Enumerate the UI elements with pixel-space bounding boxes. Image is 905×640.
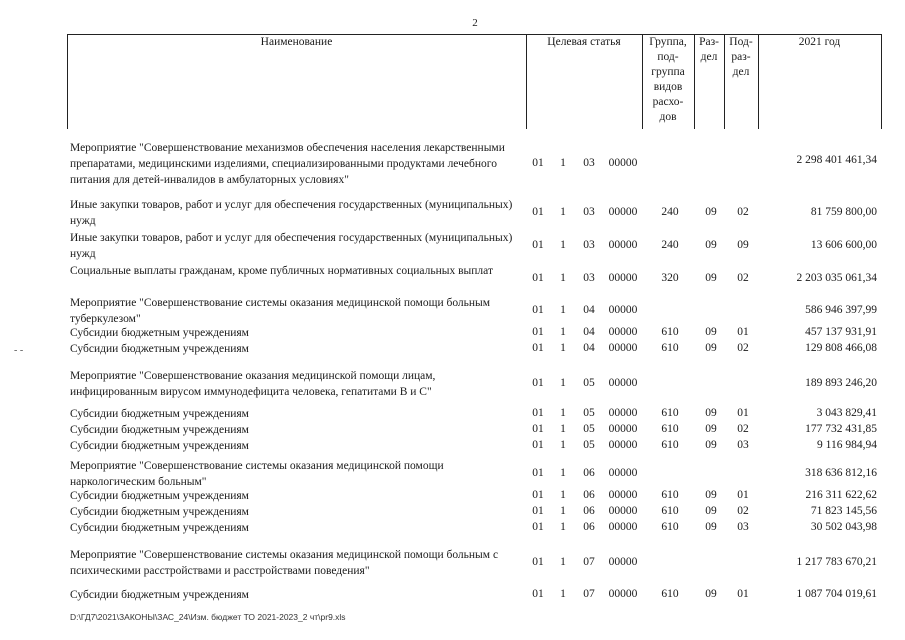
target-code-program: 01 bbox=[532, 588, 544, 600]
row-name: Субсидии бюджетным учреждениям bbox=[70, 522, 249, 534]
target-code-subprogram: 1 bbox=[560, 377, 566, 389]
section-code: 09 bbox=[705, 505, 717, 517]
section-code: 09 bbox=[705, 521, 717, 533]
target-code-subprogram: 1 bbox=[560, 467, 566, 479]
target-code-program: 01 bbox=[532, 239, 544, 251]
section-code: 09 bbox=[705, 423, 717, 435]
subsection-code: 03 bbox=[737, 521, 749, 533]
expense-group: 610 bbox=[661, 407, 679, 419]
target-code-subprogram: 1 bbox=[560, 505, 566, 517]
target-code-direction: 00000 bbox=[608, 239, 638, 251]
target-code-measure: 04 bbox=[583, 304, 595, 316]
target-code-measure: 07 bbox=[583, 556, 595, 568]
amount-2021: 189 893 246,20 bbox=[805, 377, 877, 389]
target-code-subprogram: 1 bbox=[560, 326, 566, 338]
target-code-direction: 00000 bbox=[608, 505, 638, 517]
target-code-program: 01 bbox=[532, 556, 544, 568]
row-name: Иные закупки товаров, работ и услуг для обеспечения государственных (муниципальных) нужд bbox=[70, 232, 513, 260]
target-code-program: 01 bbox=[532, 521, 544, 533]
target-code-measure: 04 bbox=[583, 342, 595, 354]
header-group-line: расхо- bbox=[652, 96, 684, 108]
expense-group: 240 bbox=[661, 239, 679, 251]
target-code-subprogram: 1 bbox=[560, 272, 566, 284]
target-code-direction: 00000 bbox=[608, 272, 638, 284]
amount-2021: 318 636 812,16 bbox=[805, 467, 877, 479]
section-code: 09 bbox=[705, 342, 717, 354]
table-row bbox=[0, 406, 905, 422]
expense-group: 610 bbox=[661, 505, 679, 517]
target-code-subprogram: 1 bbox=[560, 556, 566, 568]
target-code-subprogram: 1 bbox=[560, 407, 566, 419]
target-code-subprogram: 1 bbox=[560, 239, 566, 251]
target-code-measure: 06 bbox=[583, 489, 595, 501]
table-row bbox=[0, 341, 905, 357]
target-code-program: 01 bbox=[532, 505, 544, 517]
subsection-code: 02 bbox=[737, 423, 749, 435]
target-code-subprogram: 1 bbox=[560, 588, 566, 600]
header-target-article: Целевая статья bbox=[547, 36, 621, 48]
row-name: Иные закупки товаров, работ и услуг для обеспечения государственных (муниципальных) нужд bbox=[70, 199, 513, 227]
table-row bbox=[0, 197, 905, 229]
row-name: Субсидии бюджетным учреждениям bbox=[70, 343, 249, 355]
section-code: 09 bbox=[705, 272, 717, 284]
table-row bbox=[0, 368, 905, 400]
table-row bbox=[0, 263, 905, 295]
amount-2021: 81 759 800,00 bbox=[810, 206, 877, 218]
target-code-direction: 00000 bbox=[608, 556, 638, 568]
target-code-program: 01 bbox=[532, 377, 544, 389]
table-row bbox=[0, 547, 905, 579]
header-name: Наименование bbox=[260, 36, 333, 48]
row-name: Мероприятие "Совершенствование системы оказания медицинской помощи наркологическим больным" bbox=[70, 460, 444, 488]
target-code-subprogram: 1 bbox=[560, 157, 566, 169]
subsection-code: 03 bbox=[737, 439, 749, 451]
target-code-direction: 00000 bbox=[608, 377, 638, 389]
target-code-direction: 00000 bbox=[608, 157, 638, 169]
section-code: 09 bbox=[705, 206, 717, 218]
subsection-code: 09 bbox=[737, 239, 749, 251]
row-name: Субсидии бюджетным учреждениям bbox=[70, 424, 249, 436]
expense-group: 610 bbox=[661, 489, 679, 501]
header-section-line: дел bbox=[700, 51, 718, 63]
table-row bbox=[0, 587, 905, 603]
target-code-subprogram: 1 bbox=[560, 423, 566, 435]
target-code-measure: 03 bbox=[583, 157, 595, 169]
table-row bbox=[0, 504, 905, 520]
row-name: Субсидии бюджетным учреждениям bbox=[70, 408, 249, 420]
table-row bbox=[0, 458, 905, 490]
row-name: Субсидии бюджетным учреждениям bbox=[70, 589, 249, 601]
amount-2021: 1 217 783 670,21 bbox=[796, 556, 877, 568]
target-code-measure: 03 bbox=[583, 239, 595, 251]
target-code-measure: 06 bbox=[583, 467, 595, 479]
target-code-direction: 00000 bbox=[608, 439, 638, 451]
target-code-program: 01 bbox=[532, 326, 544, 338]
header-group-line: дов bbox=[659, 111, 677, 123]
row-name: Субсидии бюджетным учреждениям bbox=[70, 440, 249, 452]
target-code-measure: 06 bbox=[583, 521, 595, 533]
amount-2021: 586 946 397,99 bbox=[805, 304, 877, 316]
target-code-direction: 00000 bbox=[608, 423, 638, 435]
target-code-program: 01 bbox=[532, 423, 544, 435]
header-group-line: Группа, bbox=[649, 36, 687, 48]
margin-mark: - - bbox=[14, 345, 24, 356]
header-subsection-line: дел bbox=[732, 66, 750, 78]
expense-group: 610 bbox=[661, 439, 679, 451]
section-code: 09 bbox=[705, 239, 717, 251]
target-code-measure: 04 bbox=[583, 326, 595, 338]
header-group-line: видов bbox=[653, 81, 683, 93]
target-code-measure: 05 bbox=[583, 439, 595, 451]
row-name: Мероприятие "Совершенствование системы оказания медицинской помощи больным туберкулезом" bbox=[70, 297, 491, 325]
target-code-program: 01 bbox=[532, 304, 544, 316]
amount-2021: 177 732 431,85 bbox=[805, 423, 877, 435]
table-row bbox=[0, 325, 905, 341]
table-row bbox=[0, 295, 905, 327]
amount-2021: 129 808 466,08 bbox=[805, 342, 877, 354]
amount-2021: 30 502 043,98 bbox=[810, 521, 877, 533]
table-row bbox=[0, 520, 905, 536]
target-code-subprogram: 1 bbox=[560, 439, 566, 451]
expense-group: 610 bbox=[661, 521, 679, 533]
expense-group: 610 bbox=[661, 423, 679, 435]
section-code: 09 bbox=[705, 489, 717, 501]
target-code-program: 01 bbox=[532, 489, 544, 501]
header-subsection-line: Под- bbox=[729, 36, 753, 48]
header-subsection-line: раз- bbox=[731, 51, 751, 63]
target-code-direction: 00000 bbox=[608, 489, 638, 501]
target-code-direction: 00000 bbox=[608, 521, 638, 533]
subsection-code: 02 bbox=[737, 505, 749, 517]
target-code-direction: 00000 bbox=[608, 407, 638, 419]
table-row bbox=[0, 140, 905, 188]
target-code-program: 01 bbox=[532, 272, 544, 284]
row-name: Мероприятие "Совершенствование оказания медицинской помощи лицам, инфицированным вирусом иммунодефицита человека, гепатитами В и С" bbox=[70, 370, 436, 398]
section-code: 09 bbox=[705, 588, 717, 600]
header-group-line: группа bbox=[651, 66, 685, 78]
row-name: Субсидии бюджетным учреждениям bbox=[70, 506, 249, 518]
target-code-subprogram: 1 bbox=[560, 521, 566, 533]
amount-2021: 1 087 704 019,61 bbox=[796, 588, 877, 600]
section-code: 09 bbox=[705, 439, 717, 451]
target-code-subprogram: 1 bbox=[560, 489, 566, 501]
amount-2021: 9 116 984,94 bbox=[817, 439, 877, 451]
target-code-program: 01 bbox=[532, 157, 544, 169]
target-code-direction: 00000 bbox=[608, 304, 638, 316]
amount-2021: 13 606 600,00 bbox=[810, 239, 877, 251]
target-code-program: 01 bbox=[532, 439, 544, 451]
table-row bbox=[0, 438, 905, 454]
row-name: Мероприятие "Совершенствование механизмов обеспечения населения лекарственными препаратами, медицинскими изделиями, специализированными продуктами лечебного питания для детей-инвалидов в амбулаторных условиях" bbox=[70, 142, 505, 186]
target-code-direction: 00000 bbox=[608, 206, 638, 218]
amount-2021: 216 311 622,62 bbox=[805, 489, 877, 501]
amount-2021: 71 823 145,56 bbox=[810, 505, 877, 517]
expense-group: 610 bbox=[661, 588, 679, 600]
target-code-program: 01 bbox=[532, 407, 544, 419]
expense-group: 320 bbox=[661, 272, 679, 284]
row-name: Социальные выплаты гражданам, кроме публичных нормативных социальных выплат bbox=[70, 265, 493, 277]
table-row bbox=[0, 422, 905, 438]
header-year: 2021 год bbox=[798, 36, 841, 48]
subsection-code: 02 bbox=[737, 342, 749, 354]
file-path-footer: D:\ГД7\2021\ЗАКОНЫ\ЗАС_24\Изм. бюджет ТО 2021-2023_2 чт\pr9.xls bbox=[70, 612, 346, 622]
target-code-subprogram: 1 bbox=[560, 304, 566, 316]
subsection-code: 01 bbox=[737, 588, 749, 600]
table-row bbox=[0, 488, 905, 504]
amount-2021: 2 298 401 461,34 bbox=[796, 154, 877, 166]
target-code-measure: 03 bbox=[583, 206, 595, 218]
target-code-measure: 06 bbox=[583, 505, 595, 517]
expense-group: 610 bbox=[661, 342, 679, 354]
subsection-code: 01 bbox=[737, 407, 749, 419]
target-code-program: 01 bbox=[532, 467, 544, 479]
target-code-subprogram: 1 bbox=[560, 206, 566, 218]
amount-2021: 457 137 931,91 bbox=[805, 326, 877, 338]
row-name: Мероприятие "Совершенствование системы оказания медицинской помощи больным с психическими расстройствами и расстройствами поведения" bbox=[70, 549, 499, 577]
subsection-code: 02 bbox=[737, 206, 749, 218]
target-code-direction: 00000 bbox=[608, 342, 638, 354]
row-name: Субсидии бюджетным учреждениям bbox=[70, 327, 249, 339]
subsection-code: 01 bbox=[737, 489, 749, 501]
target-code-measure: 05 bbox=[583, 377, 595, 389]
header-section-line: Раз- bbox=[699, 36, 719, 48]
target-code-measure: 07 bbox=[583, 588, 595, 600]
target-code-measure: 05 bbox=[583, 407, 595, 419]
section-code: 09 bbox=[705, 407, 717, 419]
target-code-direction: 00000 bbox=[608, 467, 638, 479]
target-code-program: 01 bbox=[532, 206, 544, 218]
target-code-measure: 03 bbox=[583, 272, 595, 284]
target-code-subprogram: 1 bbox=[560, 342, 566, 354]
subsection-code: 01 bbox=[737, 326, 749, 338]
expense-group: 240 bbox=[661, 206, 679, 218]
subsection-code: 02 bbox=[737, 272, 749, 284]
section-code: 09 bbox=[705, 326, 717, 338]
target-code-measure: 05 bbox=[583, 423, 595, 435]
amount-2021: 2 203 035 061,34 bbox=[796, 272, 877, 284]
header-group-line: под- bbox=[657, 51, 679, 63]
amount-2021: 3 043 829,41 bbox=[816, 407, 877, 419]
target-code-program: 01 bbox=[532, 342, 544, 354]
target-code-direction: 00000 bbox=[608, 326, 638, 338]
target-code-direction: 00000 bbox=[608, 588, 638, 600]
expense-group: 610 bbox=[661, 326, 679, 338]
row-name: Субсидии бюджетным учреждениям bbox=[70, 490, 249, 502]
table-row bbox=[0, 230, 905, 262]
page-number: 2 bbox=[472, 17, 478, 29]
